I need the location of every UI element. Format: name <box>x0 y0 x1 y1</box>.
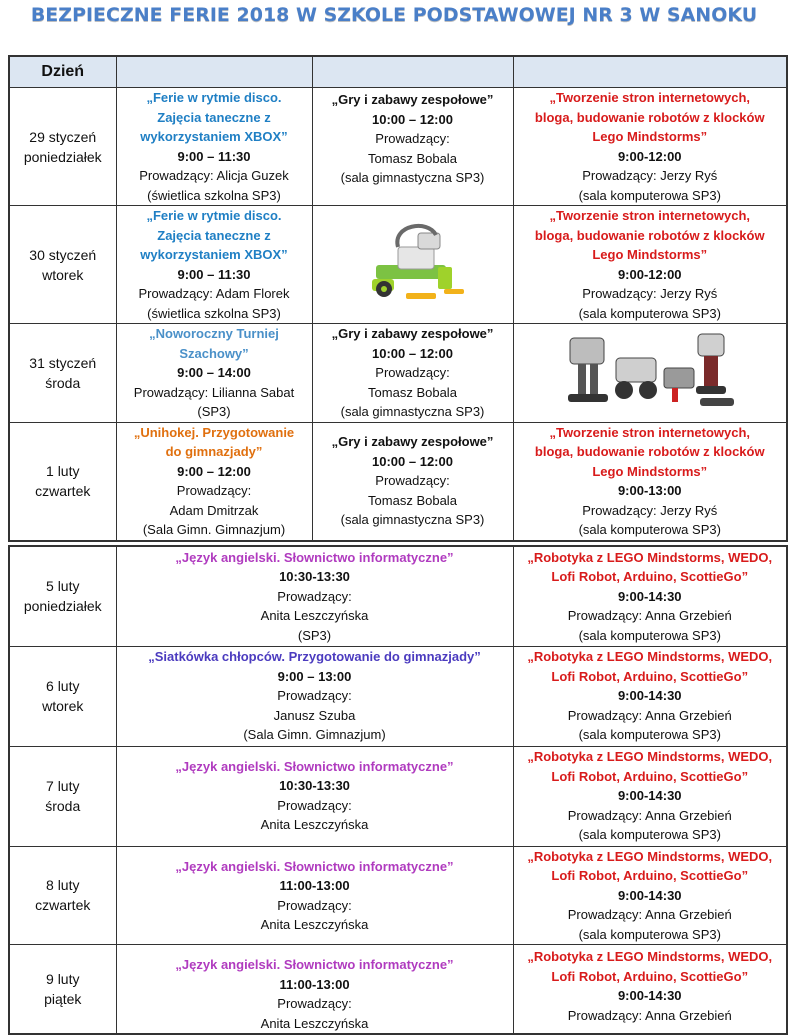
day-weekday: piątek <box>44 991 82 1007</box>
header-cell <box>513 56 787 88</box>
day-weekday: poniedziałek <box>23 598 102 615</box>
activity-leader: Prowadzący: Lilianna Sabat <box>133 384 295 400</box>
activity-place: (sala gimnastyczna SP3) <box>340 170 485 185</box>
day-weekday: czwartek <box>35 483 91 499</box>
table-row <box>9 945 787 1035</box>
activity-time: 10:00 – 12:00 <box>372 453 453 469</box>
activity-cell <box>116 646 513 746</box>
activity-title: „Gry i zabawy zespołowe” <box>331 92 494 107</box>
activity-place: (świetlica szkolna SP3) <box>147 187 281 203</box>
table-row <box>9 646 787 746</box>
activity-title: „Ferie w rytmie disco. Zajęcia taneczne z wykorzystaniem XBOX” <box>140 90 288 144</box>
activity-place: (SP3) <box>297 627 332 643</box>
activity-place: (sala komputerowa SP3) <box>578 627 721 643</box>
activity-leader: Anita Leszczyńska <box>260 1015 369 1031</box>
activity-time: 9:00 – 13:00 <box>277 668 352 684</box>
activity-cell <box>513 846 787 945</box>
day-cell <box>9 422 116 541</box>
schedule-table-week2 <box>8 545 788 1035</box>
activity-leader: Prowadzący: Anna Grzebień <box>567 707 732 723</box>
activity-leader: Anita Leszczyńska <box>260 817 369 832</box>
day-weekday: wtorek <box>42 698 84 714</box>
activity-place: (Sala Gimn. Gimnazjum) <box>243 727 386 743</box>
day-weekday: czwartek <box>35 897 91 914</box>
day-header: Dzień <box>9 56 116 88</box>
activity-leader-label: Prowadzący: <box>277 996 352 1011</box>
activity-cell <box>513 746 787 846</box>
activity-leader: Anita Leszczyńska <box>260 917 369 932</box>
activity-cell <box>116 422 312 541</box>
day-cell <box>9 206 116 324</box>
activity-title: „Język angielski. Słownictwo informatyczne” <box>175 549 454 565</box>
lego-mindstorms-robots-image <box>560 328 740 412</box>
activity-leader-label: Prowadzący: <box>375 365 450 380</box>
activity-title: „Gry i zabawy zespołowe” <box>331 326 494 341</box>
day-cell <box>9 646 116 746</box>
day-weekday: środa <box>45 374 81 391</box>
activity-cell <box>513 945 787 1035</box>
activity-title: „Język angielski. Słownictwo informatyczne” <box>175 758 454 774</box>
activity-title: „Robotyka z LEGO Mindstorms, WEDO, Lofi Robot, Arduino, ScottieGo” <box>527 848 773 883</box>
activity-time: 10:00 – 12:00 <box>372 111 453 127</box>
activity-title: „Tworzenie stron internetowych, bloga, budowanie robotów z klocków Lego Mindstorms” <box>534 424 765 479</box>
activity-cell <box>116 546 513 646</box>
activity-place: (świetlica szkolna SP3) <box>147 305 281 321</box>
day-cell <box>9 546 116 646</box>
activity-leader-label: Prowadzący: <box>277 588 352 604</box>
day-date: 30 styczeń <box>29 246 97 263</box>
activity-time: 9:00 – 14:00 <box>177 365 251 380</box>
activity-leader-label: Prowadzący: <box>375 131 450 146</box>
activity-place: (sala gimnastyczna SP3) <box>340 404 485 419</box>
day-date: 9 luty <box>46 971 80 987</box>
activity-title: „Ferie w rytmie disco. Zajęcia taneczne z wykorzystaniem XBOX” <box>140 208 288 262</box>
activity-time: 9:00 – 11:30 <box>177 266 251 282</box>
activity-leader-label: Prowadzący: <box>277 897 352 913</box>
activity-cell <box>116 206 312 324</box>
day-weekday: poniedziałek <box>23 148 102 165</box>
activity-place: (sala komputerowa SP3) <box>578 522 721 537</box>
activity-time: 9:00-14:30 <box>617 988 682 1003</box>
header-cell <box>116 56 312 88</box>
activity-title: „Język angielski. Słownictwo informatyczne” <box>175 957 454 972</box>
activity-time: 9:00-12:00 <box>617 148 682 164</box>
day-cell <box>9 746 116 846</box>
activity-cell <box>513 546 787 646</box>
table-row <box>9 324 787 423</box>
schedule-table-week1 <box>8 55 788 542</box>
activity-leader: Tomasz Bobala <box>368 150 457 166</box>
activity-cell <box>116 945 513 1035</box>
table-row <box>9 422 787 541</box>
activity-leader: Tomasz Bobala <box>368 384 457 400</box>
day-date: 31 styczeń <box>29 354 97 371</box>
activity-cell <box>312 422 513 541</box>
activity-title: „Noworoczny Turniej Szachowy” <box>149 326 279 361</box>
header-row <box>9 56 787 88</box>
activity-time: 10:30-13:30 <box>279 569 350 584</box>
activity-time: 9:00-14:30 <box>617 887 682 903</box>
activity-leader: Prowadzący: Jerzy Ryś <box>582 502 718 518</box>
day-date: 8 luty <box>46 877 80 894</box>
activity-cell <box>312 88 513 206</box>
activity-time: 9:00 – 12:00 <box>177 463 251 479</box>
activity-leader: Adam Dmitrzak <box>169 502 259 518</box>
activity-cell <box>116 846 513 945</box>
activity-cell <box>116 324 312 423</box>
activity-time: 9:00-14:30 <box>617 788 682 804</box>
activity-leader: Prowadzący: Anna Grzebień <box>567 1007 732 1023</box>
activity-time: 9:00-14:30 <box>617 688 682 704</box>
activity-place: (sala komputerowa SP3) <box>578 926 721 942</box>
day-cell <box>9 324 116 423</box>
day-date: 29 styczeń <box>29 128 97 145</box>
activity-title: „Siatkówka chłopców. Przygotowanie do gimnazjady” <box>148 649 481 665</box>
activity-place: (Sala Gimn. Gimnazjum) <box>142 522 286 537</box>
day-weekday: środa <box>45 798 81 814</box>
table-row <box>9 846 787 945</box>
activity-title: „Robotyka z LEGO Mindstorms, WEDO, Lofi Robot, Arduino, ScottieGo” <box>527 749 773 784</box>
activity-time: 9:00-12:00 <box>617 266 682 282</box>
activity-leader: Prowadzący: Anna Grzebień <box>567 807 732 823</box>
activity-place: (SP3) <box>197 404 231 419</box>
header-cell <box>312 56 513 88</box>
activity-place: (sala komputerowa SP3) <box>578 827 721 843</box>
day-cell <box>9 945 116 1035</box>
day-date: 7 luty <box>46 778 80 794</box>
day-cell <box>9 846 116 945</box>
activity-time: 11:00-13:00 <box>279 878 350 893</box>
robot-image-cell <box>312 206 513 324</box>
table-row <box>9 206 787 324</box>
table-row <box>9 746 787 846</box>
activity-leader: Anita Leszczyńska <box>260 608 369 623</box>
activity-cell <box>513 206 787 324</box>
activity-leader: Prowadzący: Jerzy Ryś <box>582 286 718 301</box>
activity-cell <box>116 88 312 206</box>
activity-leader: Prowadzący: Anna Grzebień <box>567 907 732 922</box>
activity-cell <box>513 422 787 541</box>
activity-leader: Prowadzący: Jerzy Ryś <box>582 168 718 183</box>
day-cell <box>9 88 116 206</box>
activity-cell <box>116 746 513 846</box>
activity-time: 9:00-14:30 <box>617 588 682 604</box>
activity-time: 9:00 – 11:30 <box>177 148 251 164</box>
robot-image-cell <box>513 324 787 423</box>
table-row <box>9 546 787 646</box>
activity-leader-label: Prowadzący: <box>277 688 352 704</box>
activity-cell <box>312 324 513 423</box>
activity-title: „Gry i zabawy zespołowe” <box>331 434 494 450</box>
activity-place: (sala gimnastyczna SP3) <box>340 512 485 528</box>
activity-leader: Tomasz Bobala <box>368 492 457 508</box>
activity-title: „Tworzenie stron internetowych, bloga, budowanie robotów z klocków Lego Mindstorms” <box>534 208 765 262</box>
activity-title: „Tworzenie stron internetowych, bloga, budowanie robotów z klocków Lego Mindstorms” <box>534 90 765 144</box>
page-title: BEZPIECZNE FERIE 2018 W SZKOLE PODSTAWOWEJ NR 3 W SANOKU <box>30 4 758 26</box>
activity-time: 11:00-13:00 <box>279 976 350 992</box>
activity-cell <box>513 88 787 206</box>
activity-place: (sala komputerowa SP3) <box>578 727 721 743</box>
activity-place: (sala komputerowa SP3) <box>578 187 721 203</box>
table-row <box>9 88 787 206</box>
activity-leader-label: Prowadzący: <box>176 483 252 498</box>
activity-time: 9:00-13:00 <box>617 483 682 498</box>
activity-time: 10:00 – 12:00 <box>372 345 453 361</box>
activity-leader: Prowadzący: Alicja Guzek <box>139 168 289 183</box>
day-date: 6 luty <box>46 678 80 694</box>
activity-title: „Unihokej. Przygotowanie do gimnazjady” <box>133 424 295 459</box>
day-weekday: wtorek <box>42 266 84 283</box>
activity-title: „Robotyka z LEGO Mindstorms, WEDO, Lofi Robot, Arduino, ScottieGo” <box>527 549 773 584</box>
activity-leader: Prowadzący: Anna Grzebień <box>567 608 732 623</box>
activity-title: „Język angielski. Słownictwo informatyczne” <box>175 858 454 874</box>
activity-leader-label: Prowadzący: <box>277 797 352 813</box>
activity-leader: Janusz Szuba <box>273 707 356 723</box>
lego-wedo-robot-image <box>358 217 468 307</box>
activity-leader: Prowadzący: Adam Florek <box>138 286 290 301</box>
activity-cell <box>513 646 787 746</box>
activity-time: 10:30-13:30 <box>279 778 350 793</box>
day-date: 1 luty <box>46 463 80 479</box>
activity-title: „Robotyka z LEGO Mindstorms, WEDO, Lofi Robot, Arduino, ScottieGo” <box>527 949 773 984</box>
day-date: 5 luty <box>46 578 80 595</box>
activity-leader-label: Prowadzący: <box>375 473 450 489</box>
activity-place: (sala komputerowa SP3) <box>578 305 721 321</box>
activity-title: „Robotyka z LEGO Mindstorms, WEDO, Lofi Robot, Arduino, ScottieGo” <box>527 649 773 684</box>
